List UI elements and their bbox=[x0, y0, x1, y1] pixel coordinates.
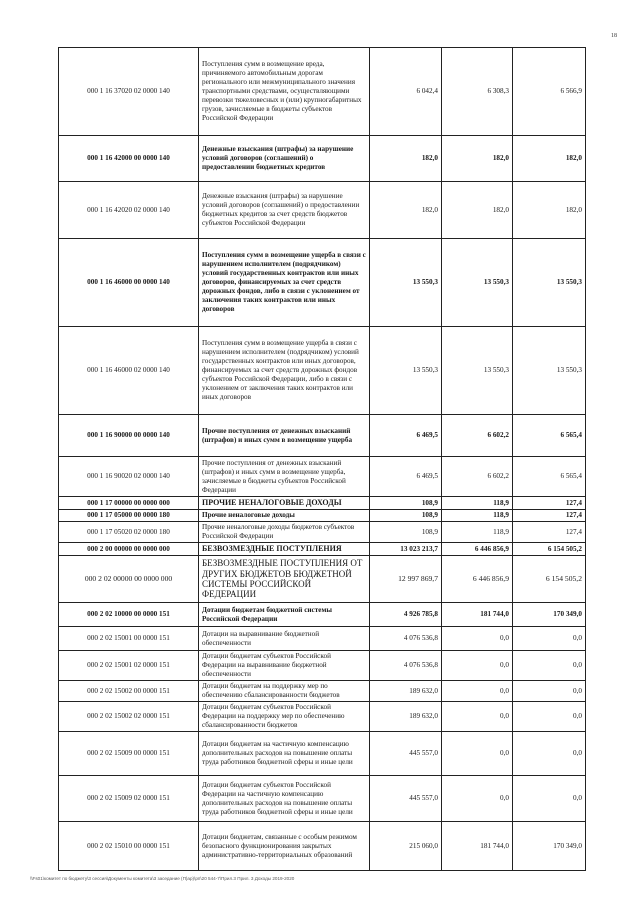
revenue-name-cell: Поступления сумм в возмещение ущерба в связи с нарушением исполнителем (подрядчиком) условий государственных контрактов или иных договоров, финансируемых за счет средств дорожных фондов, либо в связи с уклонением от заключения таких контрактов или иных договоров bbox=[199, 239, 370, 327]
budget-code-cell: 000 2 02 00000 00 0000 000 bbox=[59, 556, 199, 603]
amount-2020-cell: 6 565,4 bbox=[513, 457, 586, 497]
table-row bbox=[59, 136, 586, 182]
amount-2019-cell: 118,9 bbox=[442, 497, 513, 510]
amount-2019-cell: 0,0 bbox=[442, 702, 513, 732]
table-row bbox=[59, 702, 586, 732]
table-row bbox=[59, 182, 586, 239]
revenue-name-cell: Поступления сумм в возмещение ущерба в связи с нарушением исполнителем (подрядчиком) условий государственных контрактов или иных договоров, финансируемых за счет средств дорожных фондов субъектов Российской Федерации, либо в связи с уклонением от заключения таких контрактов или иных договоров bbox=[199, 327, 370, 415]
amount-2020-cell: 182,0 bbox=[513, 136, 586, 182]
table-row bbox=[59, 457, 586, 497]
table-row bbox=[59, 239, 586, 327]
table-row bbox=[59, 556, 586, 603]
revenue-name-cell: ПРОЧИЕ НЕНАЛОГОВЫЕ ДОХОДЫ bbox=[199, 497, 370, 510]
amount-2020-cell: 127,4 bbox=[513, 497, 586, 510]
amount-2020-cell: 182,0 bbox=[513, 182, 586, 239]
amount-2020-cell: 6 566,9 bbox=[513, 48, 586, 136]
budget-code-cell: 000 2 02 15001 02 0000 151 bbox=[59, 651, 199, 681]
revenue-table bbox=[58, 47, 586, 871]
amount-2020-cell: 170 349,0 bbox=[513, 603, 586, 627]
amount-2019-cell: 6 446 856,9 bbox=[442, 556, 513, 603]
table-row bbox=[59, 681, 586, 702]
footer-file-path: \\Fs01\комитет по бюджету\3 сессия\Документы комитета\3 заседание (П)ар)\рп\20 544-7\Прил.3 Прил. 3 Доходы 2019-2020 bbox=[30, 876, 295, 881]
amount-2018-cell: 4 076 536,8 bbox=[370, 627, 442, 651]
revenue-name-cell: Прочие поступления от денежных взысканий (штрафов) и иных сумм в возмещение ущерба, зачисляемые в бюджеты субъектов Российской Федерации bbox=[199, 457, 370, 497]
amount-2019-cell: 6 602,2 bbox=[442, 415, 513, 457]
amount-2019-cell: 0,0 bbox=[442, 681, 513, 702]
revenue-name-cell: Дотации бюджетам субъектов Российской Федерации на частичную компенсацию дополнительных расходов на повышение оплаты труда работников бюджетной сферы и иные цели bbox=[199, 776, 370, 822]
amount-2020-cell: 0,0 bbox=[513, 681, 586, 702]
table-row bbox=[59, 327, 586, 415]
amount-2020-cell: 0,0 bbox=[513, 627, 586, 651]
amount-2018-cell: 189 632,0 bbox=[370, 681, 442, 702]
budget-code-cell: 000 1 16 37020 02 0000 140 bbox=[59, 48, 199, 136]
table-row bbox=[59, 627, 586, 651]
amount-2020-cell: 127,4 bbox=[513, 522, 586, 543]
amount-2019-cell: 6 602,2 bbox=[442, 457, 513, 497]
table-row bbox=[59, 510, 586, 522]
amount-2019-cell: 13 550,3 bbox=[442, 239, 513, 327]
table-row bbox=[59, 497, 586, 510]
budget-code-cell: 000 2 02 15009 02 0000 151 bbox=[59, 776, 199, 822]
amount-2018-cell: 13 550,3 bbox=[370, 327, 442, 415]
budget-code-cell: 000 2 02 15001 00 0000 151 bbox=[59, 627, 199, 651]
budget-code-cell: 000 2 02 15009 00 0000 151 bbox=[59, 732, 199, 776]
amount-2019-cell: 0,0 bbox=[442, 776, 513, 822]
amount-2019-cell: 182,0 bbox=[442, 182, 513, 239]
amount-2018-cell: 108,9 bbox=[370, 497, 442, 510]
amount-2019-cell: 182,0 bbox=[442, 136, 513, 182]
page-number: 18 bbox=[611, 33, 617, 39]
amount-2020-cell: 0,0 bbox=[513, 732, 586, 776]
amount-2019-cell: 0,0 bbox=[442, 732, 513, 776]
revenue-name-cell: Денежные взыскания (штрафы) за нарушение условий договоров (соглашений) о предоставлении бюджетных кредитов за счет средств бюджетов субъектов Российской Федерации bbox=[199, 182, 370, 239]
amount-2020-cell: 0,0 bbox=[513, 702, 586, 732]
amount-2018-cell: 4 076 536,8 bbox=[370, 651, 442, 681]
revenue-name-cell: Поступления сумм в возмещение вреда, причиняемого автомобильным дорогам регионального или межмуниципального значения транспортными средствами, осуществляющими перевозки тяжеловесных и (или) крупногабаритных грузов, зачисляемые в бюджеты субъектов Российской Федерации bbox=[199, 48, 370, 136]
budget-code-cell: 000 2 02 10000 00 0000 151 bbox=[59, 603, 199, 627]
amount-2020-cell: 170 349,0 bbox=[513, 822, 586, 871]
budget-code-cell: 000 1 16 46000 00 0000 140 bbox=[59, 239, 199, 327]
revenue-name-cell: Дотации бюджетам бюджетной системы Российской Федерации bbox=[199, 603, 370, 627]
amount-2020-cell: 6 154 505,2 bbox=[513, 543, 586, 556]
amount-2018-cell: 189 632,0 bbox=[370, 702, 442, 732]
amount-2018-cell: 182,0 bbox=[370, 182, 442, 239]
revenue-name-cell: Дотации бюджетам субъектов Российской Федерации на выравнивание бюджетной обеспеченности bbox=[199, 651, 370, 681]
amount-2020-cell: 13 550,3 bbox=[513, 239, 586, 327]
amount-2019-cell: 0,0 bbox=[442, 651, 513, 681]
amount-2018-cell: 108,9 bbox=[370, 510, 442, 522]
amount-2020-cell: 6 565,4 bbox=[513, 415, 586, 457]
budget-code-cell: 000 1 16 42020 02 0000 140 bbox=[59, 182, 199, 239]
budget-code-cell: 000 1 16 90000 00 0000 140 bbox=[59, 415, 199, 457]
amount-2018-cell: 4 926 785,8 bbox=[370, 603, 442, 627]
amount-2018-cell: 108,9 bbox=[370, 522, 442, 543]
amount-2018-cell: 12 997 869,7 bbox=[370, 556, 442, 603]
budget-code-cell: 000 2 00 00000 00 0000 000 bbox=[59, 543, 199, 556]
amount-2018-cell: 6 469,5 bbox=[370, 457, 442, 497]
budget-code-cell: 000 1 16 90020 02 0000 140 bbox=[59, 457, 199, 497]
revenue-name-cell: Прочие поступления от денежных взысканий (штрафов) и иных сумм в возмещение ущерба bbox=[199, 415, 370, 457]
budget-code-cell: 000 1 16 42000 00 0000 140 bbox=[59, 136, 199, 182]
amount-2018-cell: 445 557,0 bbox=[370, 776, 442, 822]
amount-2019-cell: 118,9 bbox=[442, 510, 513, 522]
amount-2019-cell: 13 550,3 bbox=[442, 327, 513, 415]
budget-code-cell: 000 1 17 05020 02 0000 180 bbox=[59, 522, 199, 543]
table-row bbox=[59, 415, 586, 457]
revenue-name-cell: Дотации на выравнивание бюджетной обеспеченности bbox=[199, 627, 370, 651]
amount-2018-cell: 6 469,5 bbox=[370, 415, 442, 457]
revenue-name-cell: Прочие неналоговые доходы bbox=[199, 510, 370, 522]
revenue-name-cell: БЕЗВОЗМЕЗДНЫЕ ПОСТУПЛЕНИЯ bbox=[199, 543, 370, 556]
amount-2019-cell: 6 446 856,9 bbox=[442, 543, 513, 556]
revenue-name-cell: Денежные взыскания (штрафы) за нарушение условий договоров (соглашений) о предоставлении бюджетных кредитов bbox=[199, 136, 370, 182]
revenue-name-cell: БЕЗВОЗМЕЗДНЫЕ ПОСТУПЛЕНИЯ ОТ ДРУГИХ БЮДЖЕТОВ БЮДЖЕТНОЙ СИСТЕМЫ РОССИЙСКОЙ ФЕДЕРАЦИИ bbox=[199, 556, 370, 603]
amount-2019-cell: 118,9 bbox=[442, 522, 513, 543]
amount-2020-cell: 127,4 bbox=[513, 510, 586, 522]
amount-2019-cell: 0,0 bbox=[442, 627, 513, 651]
table-row bbox=[59, 651, 586, 681]
revenue-name-cell: Прочие неналоговые доходы бюджетов субъектов Российской Федерации bbox=[199, 522, 370, 543]
amount-2018-cell: 13 550,3 bbox=[370, 239, 442, 327]
amount-2018-cell: 182,0 bbox=[370, 136, 442, 182]
revenue-name-cell: Дотации бюджетам, связанные с особым режимом безопасного функционирования закрытых административно-территориальных образований bbox=[199, 822, 370, 871]
budget-code-cell: 000 2 02 15002 00 0000 151 bbox=[59, 681, 199, 702]
table-row bbox=[59, 776, 586, 822]
revenue-name-cell: Дотации бюджетам на поддержку мер по обеспечению сбалансированности бюджетов bbox=[199, 681, 370, 702]
amount-2018-cell: 445 557,0 bbox=[370, 732, 442, 776]
revenue-name-cell: Дотации бюджетам субъектов Российской Федерации на поддержку мер по обеспечению сбалансированности бюджетов bbox=[199, 702, 370, 732]
table-row bbox=[59, 522, 586, 543]
budget-code-cell: 000 1 17 00000 00 0000 000 bbox=[59, 497, 199, 510]
amount-2018-cell: 6 042,4 bbox=[370, 48, 442, 136]
amount-2019-cell: 181 744,0 bbox=[442, 603, 513, 627]
amount-2020-cell: 0,0 bbox=[513, 776, 586, 822]
table-row bbox=[59, 543, 586, 556]
budget-code-cell: 000 1 16 46000 02 0000 140 bbox=[59, 327, 199, 415]
amount-2018-cell: 215 060,0 bbox=[370, 822, 442, 871]
amount-2020-cell: 13 550,3 bbox=[513, 327, 586, 415]
table-row bbox=[59, 48, 586, 136]
revenue-name-cell: Дотации бюджетам на частичную компенсацию дополнительных расходов на повышение оплаты труда работников бюджетной сферы и иные цели bbox=[199, 732, 370, 776]
table-row bbox=[59, 603, 586, 627]
amount-2020-cell: 6 154 505,2 bbox=[513, 556, 586, 603]
budget-code-cell: 000 2 02 15002 02 0000 151 bbox=[59, 702, 199, 732]
budget-code-cell: 000 2 02 15010 00 0000 151 bbox=[59, 822, 199, 871]
amount-2019-cell: 181 744,0 bbox=[442, 822, 513, 871]
amount-2018-cell: 13 023 213,7 bbox=[370, 543, 442, 556]
table-row bbox=[59, 822, 586, 871]
amount-2020-cell: 0,0 bbox=[513, 651, 586, 681]
amount-2019-cell: 6 308,3 bbox=[442, 48, 513, 136]
budget-code-cell: 000 1 17 05000 00 0000 180 bbox=[59, 510, 199, 522]
table-row bbox=[59, 732, 586, 776]
